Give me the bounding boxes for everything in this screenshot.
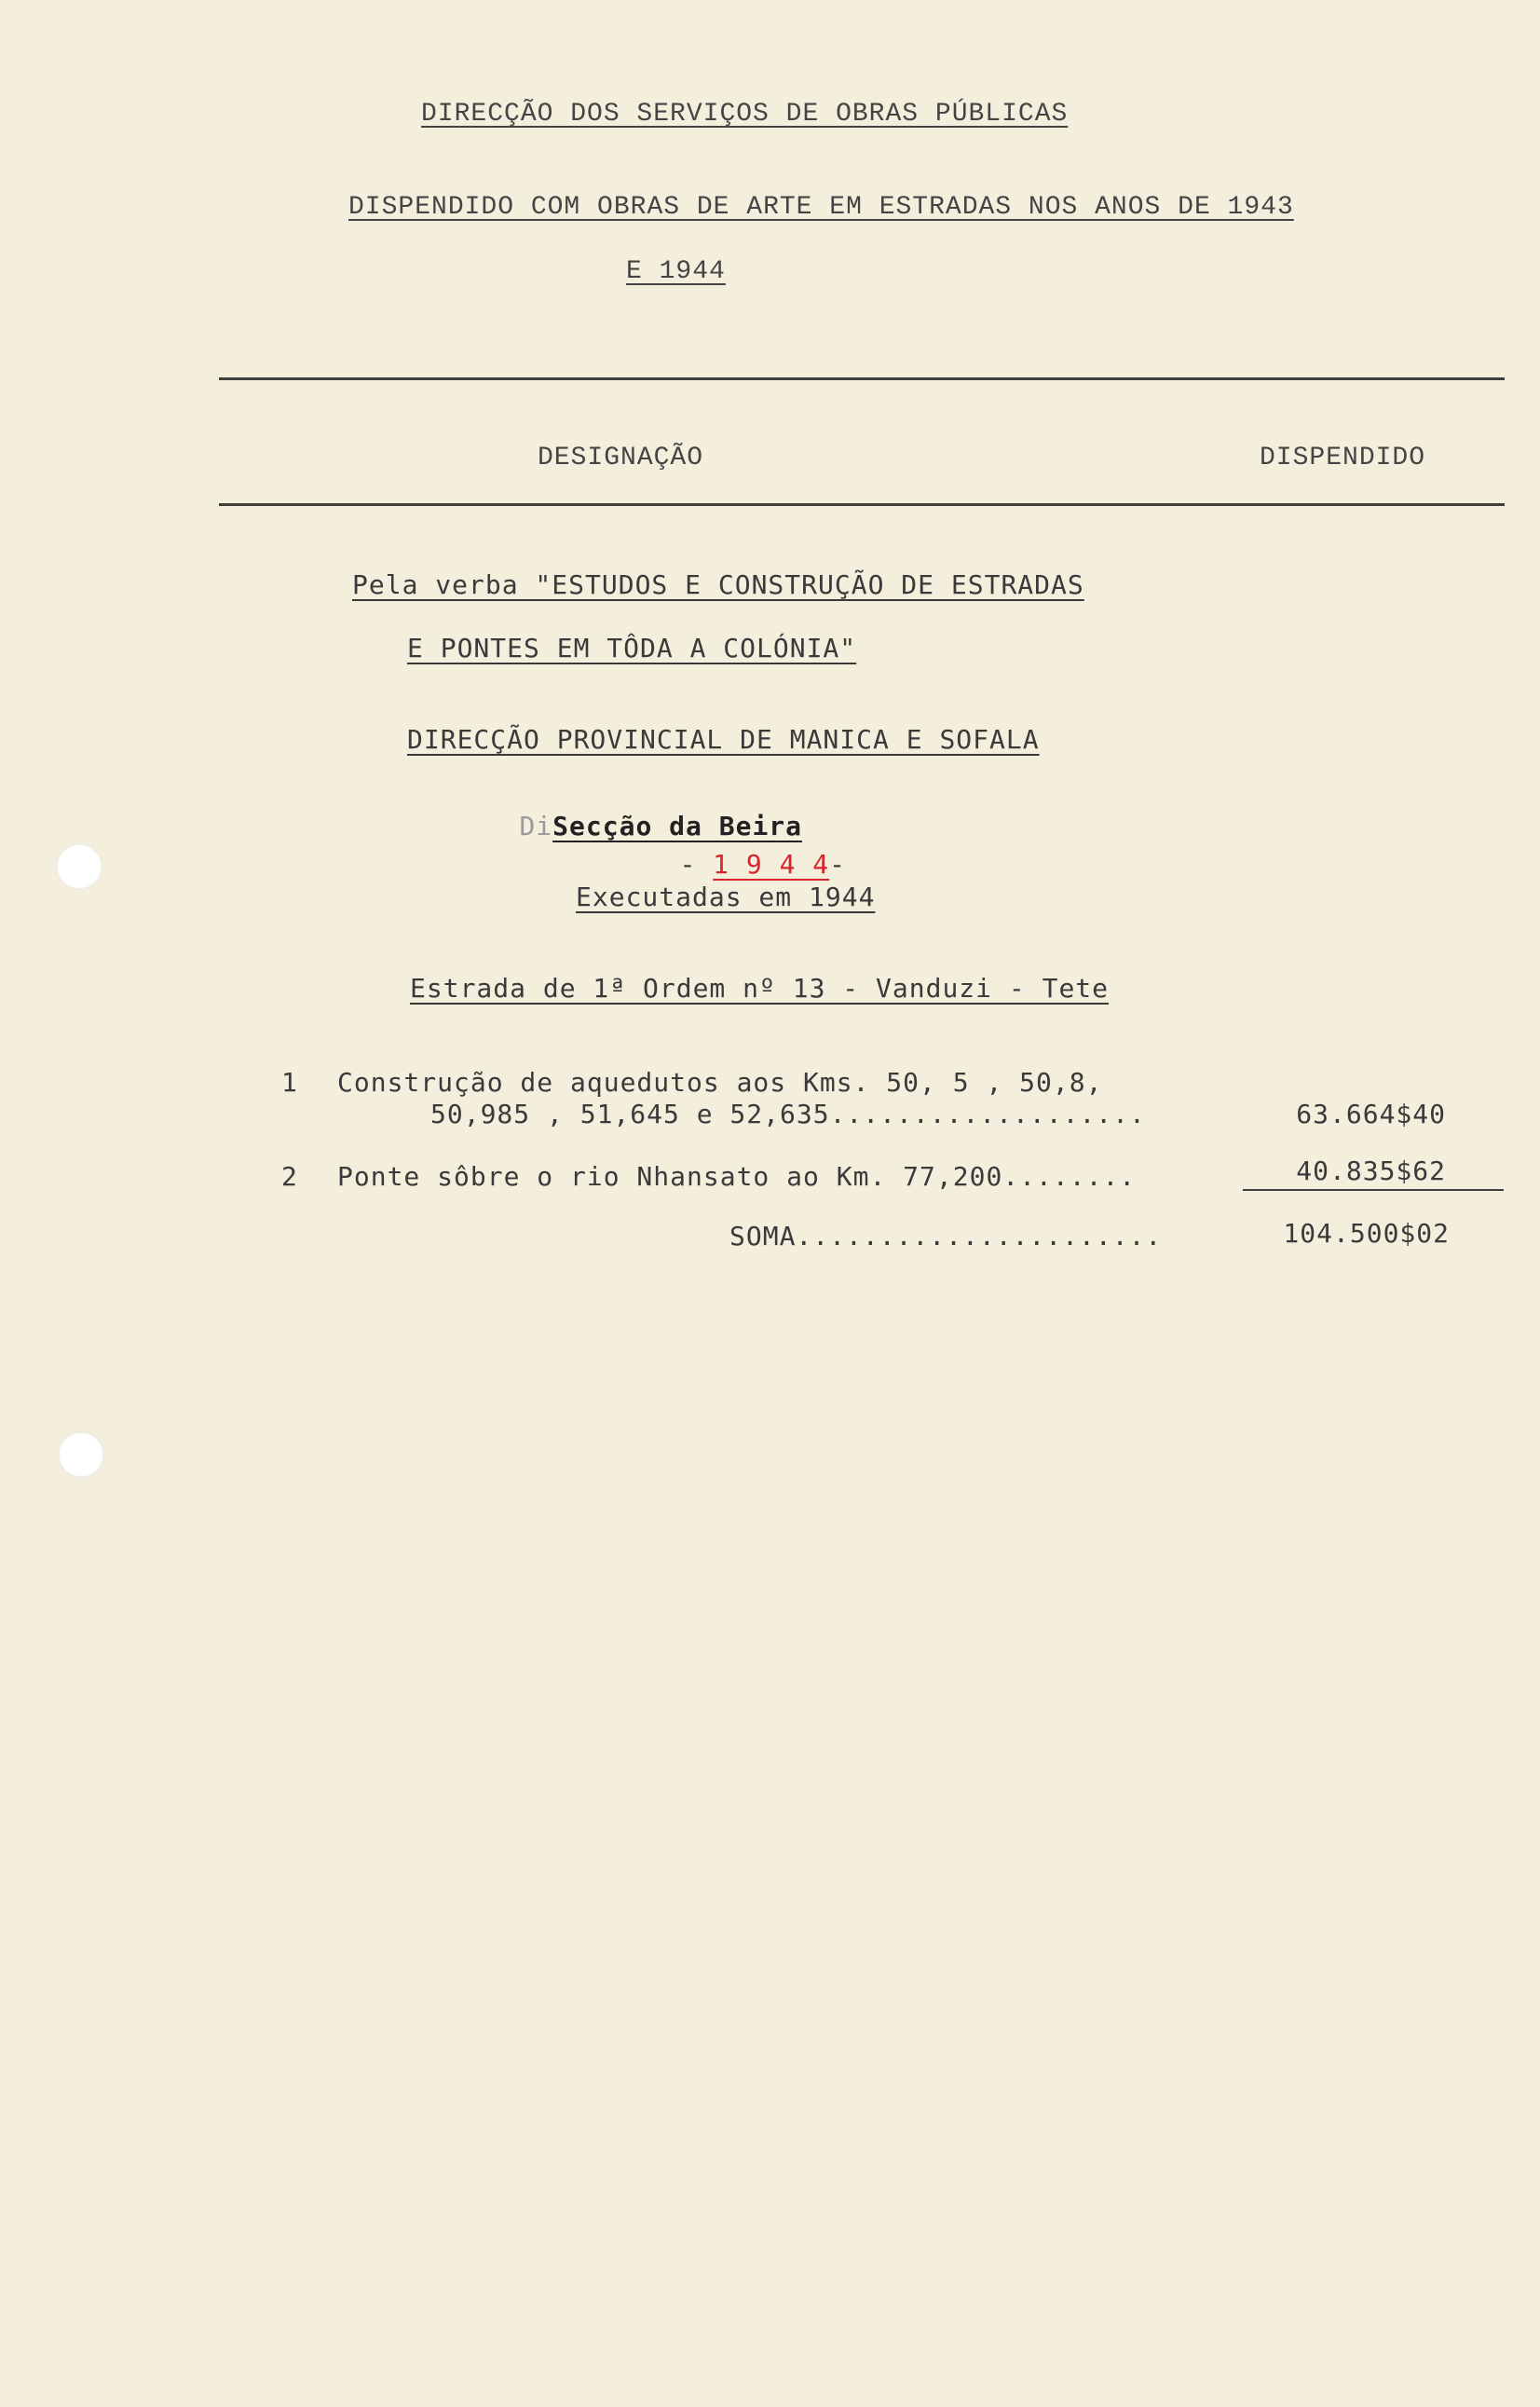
org-heading: DIRECÇÃO DOS SERVIÇOS DE OBRAS PÚBLICAS xyxy=(421,100,1069,129)
item-number: 2 xyxy=(281,1161,298,1192)
subsection-title: Secção da Beira xyxy=(552,811,803,841)
punch-hole-bottom xyxy=(58,1431,104,1478)
item-number: 1 xyxy=(281,1067,298,1098)
item-amount: 40.835$62 xyxy=(1296,1156,1446,1186)
punch-hole-top xyxy=(56,843,102,890)
subsection-prefix: Di xyxy=(519,811,553,841)
header-rule-top xyxy=(219,377,1505,380)
executed-heading: Executadas em 1944 xyxy=(576,882,876,912)
year-value: 1 9 4 4 xyxy=(713,849,830,880)
item-description-line1: Construção de aquedutos aos Kms. 50, 5 , 50,8, xyxy=(337,1067,1103,1098)
item-amount: 63.664$40 xyxy=(1296,1099,1446,1129)
sum-rule xyxy=(1243,1189,1504,1191)
budget-heading-line2: E PONTES EM TÔDA A COLÓNIA" xyxy=(407,633,857,663)
document-title-line1: DISPENDIDO COM OBRAS DE ARTE EM ESTRADAS NOS ANOS DE 1943 xyxy=(348,193,1294,222)
year-dash-right: - xyxy=(829,849,847,880)
column-header-designation: DESIGNAÇÃO xyxy=(538,444,704,472)
year-dash-left: - xyxy=(679,849,697,880)
header-rule-bottom xyxy=(219,503,1505,506)
total-label: SOMA...................... xyxy=(729,1221,1163,1251)
budget-heading-line1: Pela verba "ESTUDOS E CONSTRUÇÃO DE ESTRADAS xyxy=(352,569,1084,600)
road-heading: Estrada de 1ª Ordem nº 13 - Vanduzi - Tete xyxy=(410,973,1110,1004)
item-description-line1: Ponte sôbre o rio Nhansato ao Km. 77,200........ xyxy=(337,1161,1137,1192)
item-description-line2: 50,985 , 51,645 e 52,635................... xyxy=(430,1099,1146,1129)
province-heading: DIRECÇÃO PROVINCIAL DE MANICA E SOFALA xyxy=(407,724,1040,755)
column-header-spent: DISPENDIDO xyxy=(1260,444,1426,472)
total-amount: 104.500$02 xyxy=(1283,1218,1450,1249)
document-title-line2: E 1944 xyxy=(626,257,726,286)
